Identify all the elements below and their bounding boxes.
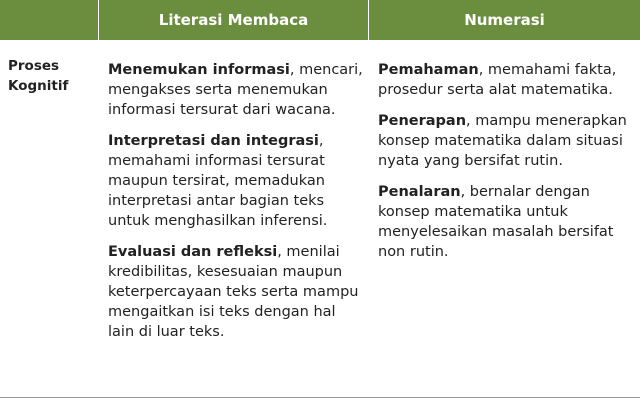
header-empty-cell xyxy=(0,0,98,40)
item-term: Menemukan informasi xyxy=(108,62,290,78)
item-description: , memahami informasi tersurat maupun tersirat, memadukan interpretasi antar bagian teks untuk menghasilkan inferensi. xyxy=(108,133,328,229)
header-literasi-membaca: Literasi Membaca xyxy=(98,0,368,40)
numerasi-item xyxy=(378,182,634,262)
literasi-column xyxy=(108,60,366,353)
item-term: Penerapan xyxy=(378,113,467,129)
item-description: , mampu menerapkan konsep matematika dalam situasi nyata yang bersifat rutin. xyxy=(378,113,627,169)
table-header xyxy=(0,0,640,40)
item-term: Evaluasi dan refleksi xyxy=(108,244,278,260)
literasi-item xyxy=(108,60,366,120)
numerasi-item xyxy=(378,60,634,100)
table-bottom-border xyxy=(0,397,640,398)
literasi-item xyxy=(108,131,366,231)
item-term: Pemahaman xyxy=(378,62,479,78)
row-label-proses-kognitif: Proses Kognitif xyxy=(8,58,69,94)
item-description: , bernalar dengan konsep matematika untuk menyelesaikan masalah bersifat non rutin. xyxy=(378,184,614,260)
item-term: Penalaran xyxy=(378,184,461,200)
item-description: , menilai kredibilitas, kesesuaian maupun keterpercayaan teks serta mampu mengaitkan isi teks dengan hal lain di luar teks. xyxy=(108,244,359,340)
literasi-item xyxy=(108,242,366,342)
header-numerasi: Numerasi xyxy=(368,0,640,40)
item-description: , mencari, mengakses serta menemukan informasi tersurat dari wacana. xyxy=(108,62,363,118)
numerasi-item xyxy=(378,111,634,171)
numerasi-column xyxy=(378,60,634,273)
item-term: Interpretasi dan integrasi xyxy=(108,133,319,149)
item-description: , memahami fakta, prosedur serta alat matematika. xyxy=(378,62,617,98)
